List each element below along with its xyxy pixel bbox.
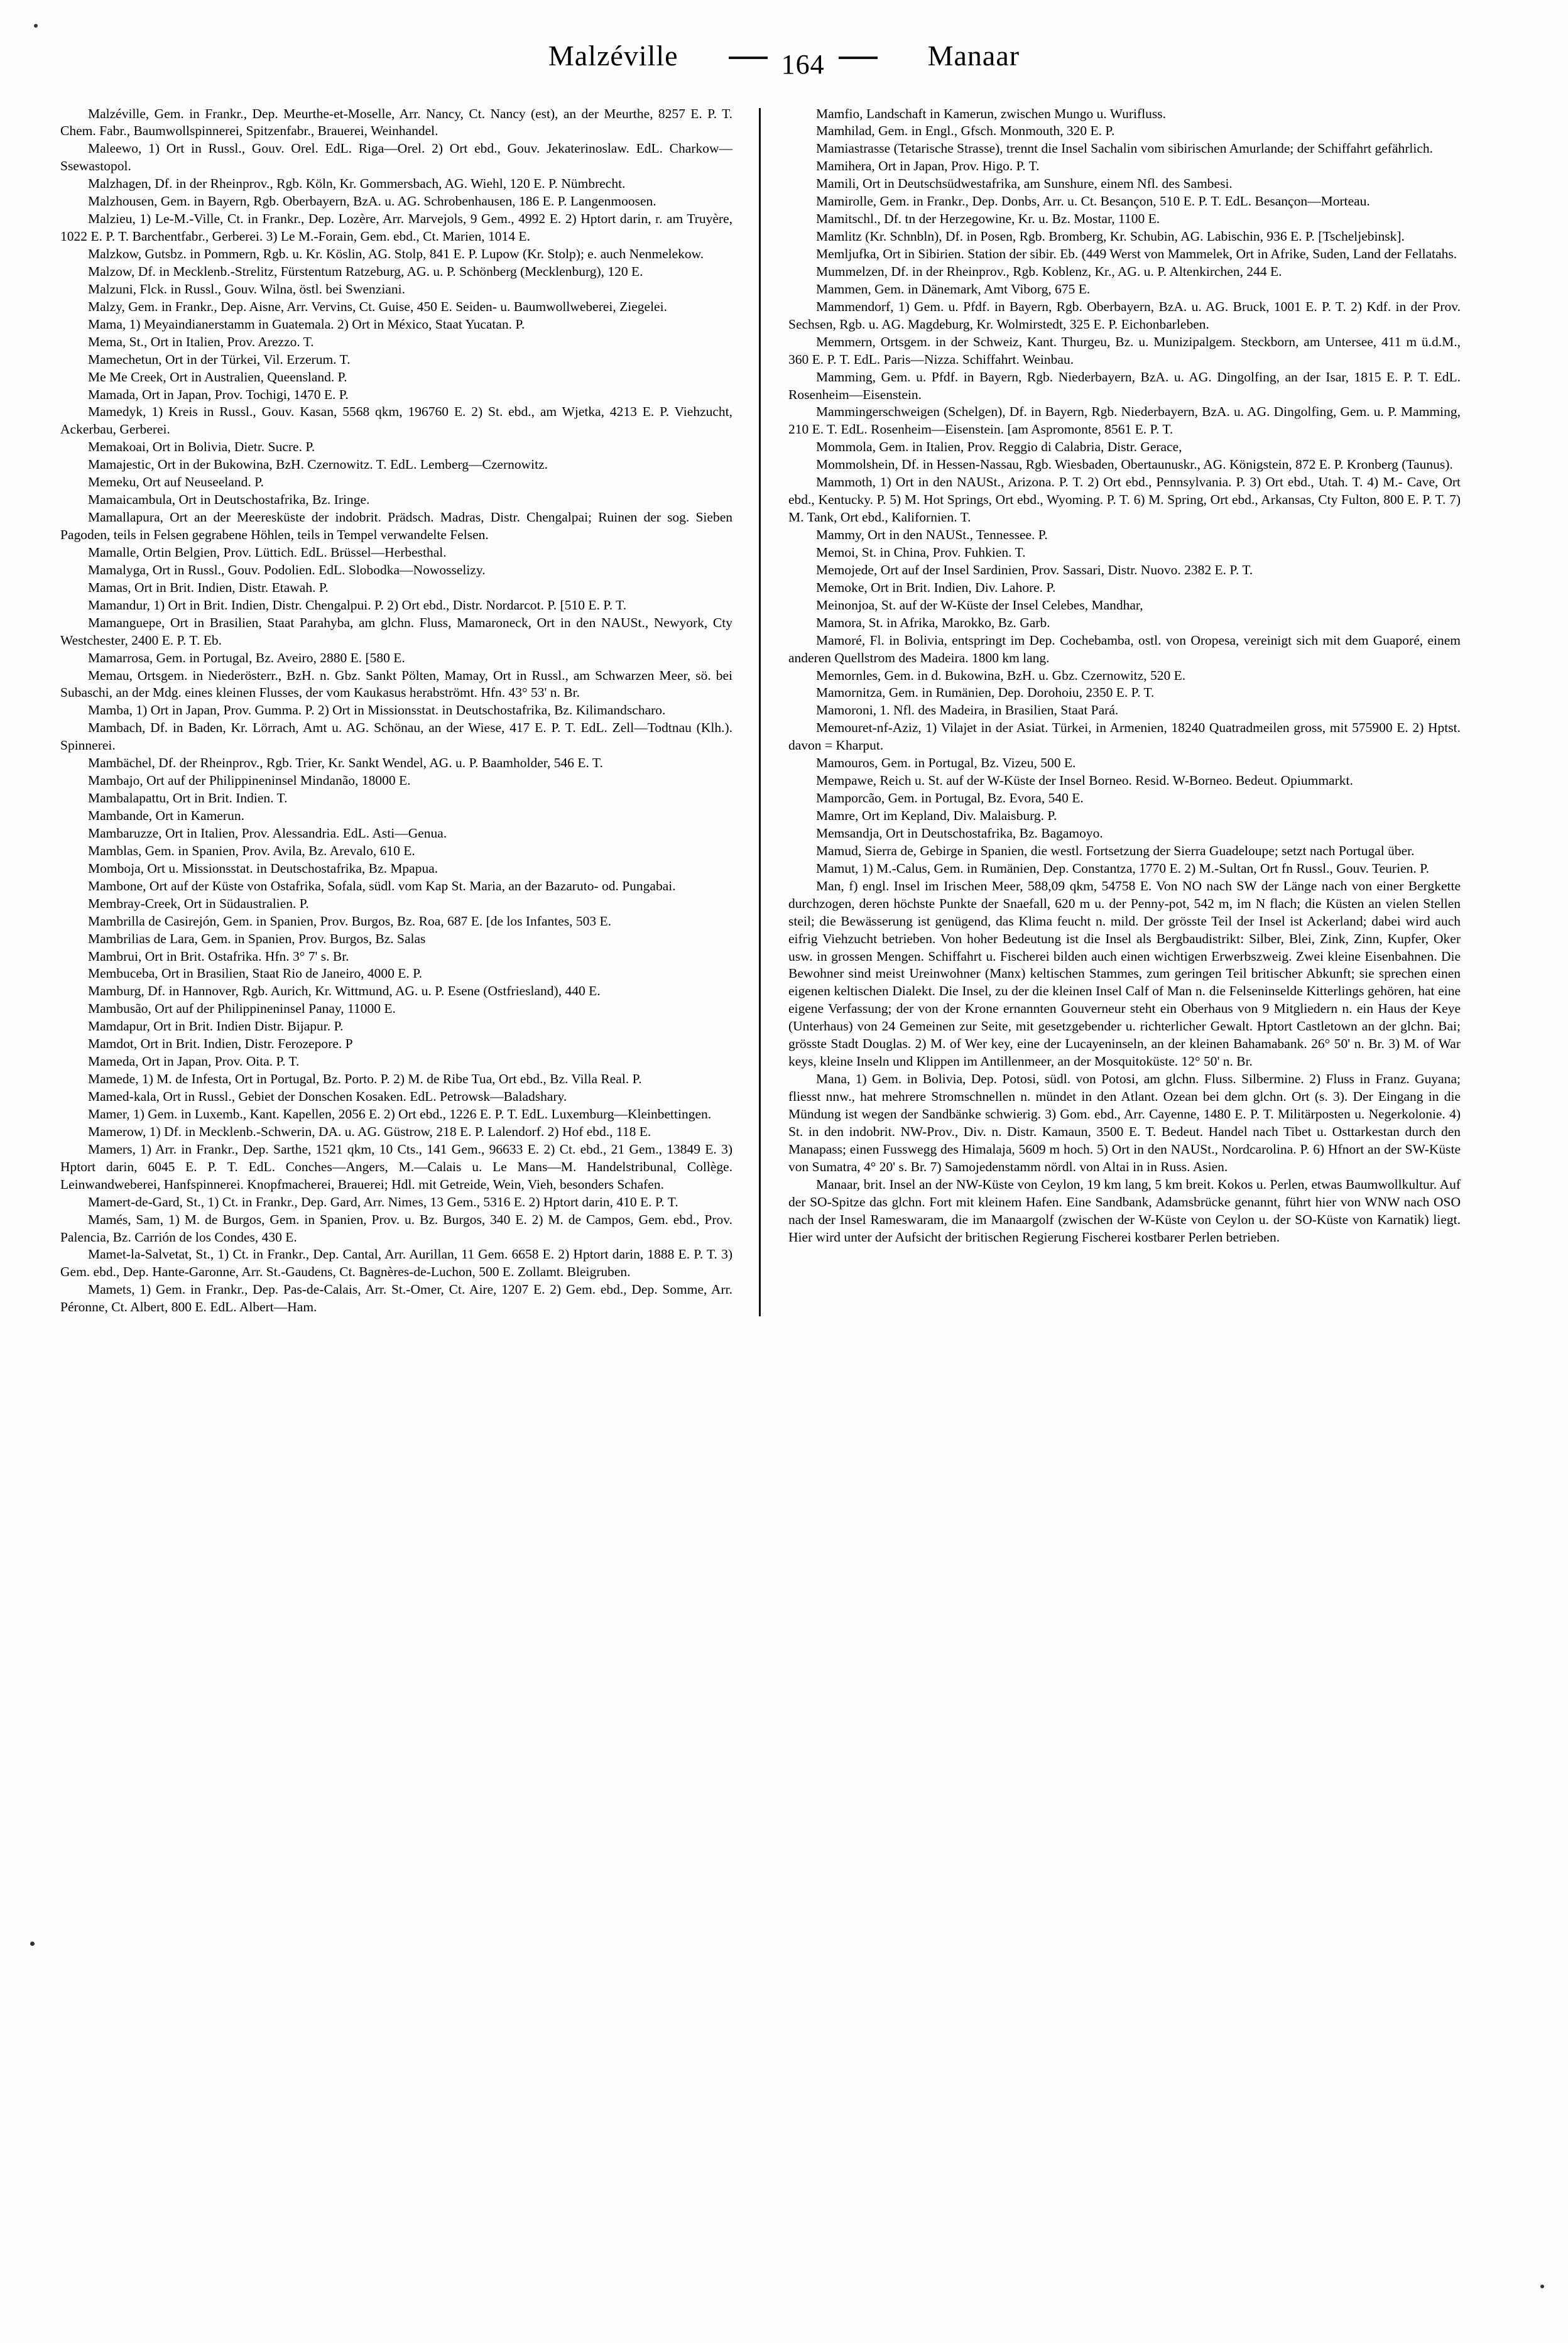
- dictionary-entry: Momboja, Ort u. Missionsstat. in Deutschostafrika, Bz. Mpapua.: [88, 860, 438, 876]
- dictionary-entry: Mamajestic, Ort in der Bukowina, BzH. Czernowitz. T. EdL. Lemberg—Czernowitz.: [88, 457, 548, 472]
- dictionary-entry: Malzéville, Gem. in Frankr., Dep. Meurthe-et-Moselle, Arr. Nancy, Ct. Nancy (est), an der Meurthe, 8257 E. P. T. Chem. Fabr., Baumwollspinnerei, Spitzenfabr., Brauerei, Weinhandel.: [60, 106, 732, 139]
- dictionary-entry: Mama, 1) Meyaindianerstamm in Guatemala. 2) Ort in México, Staat Yucatan. P.: [88, 316, 525, 332]
- dictionary-entry: Mammen, Gem. in Dänemark, Amt Viborg, 675 E.: [816, 281, 1091, 297]
- dictionary-entry: Mema, St., Ort in Italien, Prov. Arezzo. T.: [88, 334, 314, 349]
- dictionary-entry: Mamed-kala, Ort in Russl., Gebiet der Donschen Kosaken. EdL. Petrowsk—Baladshary.: [88, 1089, 567, 1104]
- dictionary-entry: Malzhagen, Df. in der Rheinprov., Rgb. Köln, Kr. Gommersbach, AG. Wiehl, 120 E. P. Nümbrecht.: [88, 176, 626, 192]
- dictionary-entry: Memakoai, Ort in Bolivia, Dietr. Sucre. P.: [88, 439, 315, 455]
- dictionary-entry: Mommolshein, Df. in Hessen-Nassau, Rgb. Wiesbaden, Obertaunuskr., AG. Königstein, 872 E. P. Kronberg (Taunus).: [816, 457, 1453, 472]
- dictionary-entry: Malzuni, Flck. in Russl., Gouv. Wilna, östl. bei Swenziani.: [88, 281, 405, 297]
- dictionary-entry: Memojede, Ort auf der Insel Sardinien, Prov. Sassari, Distr. Nuovo. 2382 E. P. T.: [816, 562, 1253, 577]
- dictionary-entry: Mammingerschweigen (Schelgen), Df. in Bayern, Rgb. Niederbayern, BzA. u. AG. Dingolfing, Gem. u. P. Mamming, 210 E. T. EdL. Rosenheim—Eisenstein. [am Aspromonte, 8561 E. P. T.: [788, 404, 1461, 437]
- dictionary-entry: Mamouros, Gem. in Portugal, Bz. Vizeu, 500 E.: [816, 755, 1076, 771]
- dictionary-entry: Mamas, Ort in Brit. Indien, Distr. Etawah. P.: [88, 579, 329, 595]
- dictionary-entry: Mammendorf, 1) Gem. u. Pfdf. in Bayern, Rgb. Oberbayern, BzA. u. AG. Bruck, 1001 E. P. T. 2) Kdf. in der Prov. Sechsen, Rgb. u. AG. Magdeburg, Kr. Wolmirstedt, 325 E. P. Eichonbarleben.: [788, 298, 1461, 332]
- right-column: [761, 106, 1461, 1317]
- dictionary-entry: Mambajo, Ort auf der Philippineninsel Mindanão, 18000 E.: [88, 773, 411, 789]
- dictionary-entry: Mamer, 1) Gem. in Luxemb., Kant. Kapellen, 2056 E. 2) Ort ebd., 1226 E. P. T. EdL. Luxemburg—Kleinbettingen.: [88, 1106, 712, 1122]
- dictionary-entry: Mamet-la-Salvetat, St., 1) Ct. in Frankr., Dep. Cantal, Arr. Aurillan, 11 Gem. 6658 E. 2) Hptort darin, 1888 E. P. T. 3) Gem. ebd., Dep. Hante-Garonne, Arr. St.-Gaudens, Ct. Bagnères-de-Luchon, 500 E. Zollamt. Bleigruben.: [60, 1247, 732, 1280]
- dictionary-entry: Mamarrosa, Gem. in Portugal, Bz. Aveiro, 2880 E. [580 E.: [88, 650, 405, 665]
- dictionary-entry: Mambusão, Ort auf der Philippineninsel Panay, 11000 E.: [88, 1001, 396, 1017]
- dictionary-entry: Mamerow, 1) Df. in Mecklenb.-Schwerin, DA. u. AG. Güstrow, 218 E. P. Lalendorf. 2) Hof ebd., 118 E.: [88, 1123, 651, 1139]
- dictionary-entry: Membuceba, Ort in Brasilien, Staat Rio de Janeiro, 4000 E. P.: [88, 966, 423, 981]
- dictionary-entry: Mamud, Sierra de, Gebirge in Spanien, die westl. Fortsetzung der Sierra Guadeloupe; setzt nach Portugal über.: [816, 843, 1415, 858]
- dictionary-entry: Mameda, Ort in Japan, Prov. Oita. P. T.: [88, 1054, 300, 1069]
- dictionary-entry: Mamhilad, Gem. in Engl., Gfsch. Monmouth, 320 E. P.: [816, 123, 1115, 139]
- dictionary-entry: Mamirolle, Gem. in Frankr., Dep. Donbs, Arr. u. Ct. Besançon, 510 E. P. T. EdL. Besançon—Morteau.: [816, 194, 1370, 209]
- dictionary-entry: Mamblas, Gem. in Spanien, Prov. Avila, Bz. Arevalo, 610 E.: [88, 843, 415, 858]
- dictionary-entry: Memmern, Ortsgem. in der Schweiz, Kant. Thurgeu, Bz. u. Munizipalgem. Steckborn, am Untersee, 411 m ü.d.M., 360 E. P. T. EdL. Paris—Nizza. Schiffahrt. Weinbau.: [788, 334, 1461, 367]
- dictionary-entry: Mammoth, 1) Ort in den NAUSt., Arizona. P. T. 2) Ort ebd., Pennsylvania. P. 3) Ort ebd., Utah. T. 4) M.- Cave, Ort ebd., Kentucky. P. 5) M. Hot Springs, Ort ebd., Wyoming. P. T. 6) M. Spring, Ort ebd., Arkansas, Cty Fulton, 800 E. P. T. 7) M. Tank, Ort ebd., Kalifornien. T.: [788, 474, 1461, 525]
- dictionary-entry: Mamili, Ort in Deutschsüdwestafrika, am Sunshure, einem Nfl. des Sambesi.: [816, 176, 1233, 192]
- dictionary-entry: Malzow, Df. in Mecklenb.-Strelitz, Fürstentum Ratzeburg, AG. u. P. Schönberg (Mecklenburg), 120 E.: [88, 263, 643, 279]
- dictionary-entry: Mamdapur, Ort in Brit. Indien Distr. Bijapur. P.: [88, 1019, 344, 1034]
- dictionary-entry: Mamechetun, Ort in der Türkei, Vil. Erzerum. T.: [88, 351, 351, 367]
- dictionary-entry: Mammy, Ort in den NAUSt., Tennessee. P.: [816, 527, 1048, 542]
- dictionary-entry: Mambächel, Df. der Rheinprov., Rgb. Trier, Kr. Sankt Wendel, AG. u. P. Baamholder, 546 E. T.: [88, 755, 603, 771]
- dictionary-entry: Mambrilla de Casirejón, Gem. in Spanien, Prov. Burgos, Bz. Roa, 687 E. [de los Infantes, 503 E.: [88, 913, 611, 929]
- dictionary-entry: Mamba, 1) Ort in Japan, Prov. Gumma. P. 2) Ort in Missionsstat. in Deutschostafrika, Bz. Kilimandscharo.: [88, 702, 666, 718]
- dictionary-entry: Mamandur, 1) Ort in Brit. Indien, Distr. Chengalpui. P. 2) Ort ebd., Distr. Nordarcot. P. [510 E. P. T.: [88, 597, 627, 613]
- folio-rule-right: [839, 57, 878, 59]
- dictionary-entry: Me Me Creek, Ort in Australien, Queensland. P.: [88, 369, 347, 385]
- dictionary-entry: Membray-Creek, Ort in Südaustralien. P.: [88, 895, 309, 911]
- dictionary-entry: Mambrui, Ort in Brit. Ostafrika. Hfn. 3° 7' s. Br.: [88, 948, 349, 964]
- dictionary-entry: Mamornitza, Gem. in Rumänien, Dep. Dorohoiu, 2350 E. P. T.: [816, 685, 1155, 701]
- page-header: [0, 0, 1568, 80]
- dictionary-entry: Maleewo, 1) Ort in Russl., Gouv. Orel. EdL. Riga—Orel. 2) Ort ebd., Gouv. Jekaterinoslaw. EdL. Charkow—Ssewastopol.: [60, 141, 732, 174]
- dictionary-entry: Mamiastrasse (Tetarische Strasse), trennt die Insel Sachalin vom sibirischen Amurlande; der Schiffahrt gefährlich.: [816, 141, 1434, 156]
- running-head-right: Manaar: [927, 40, 1020, 72]
- dictionary-entry: Mamporcão, Gem. in Portugal, Bz. Evora, 540 E.: [816, 790, 1084, 806]
- dictionary-entry: Mamitschl., Df. tn der Herzegowine, Kr. u. Bz. Mostar, 1100 E.: [816, 211, 1160, 227]
- dictionary-entry: Mamert-de-Gard, St., 1) Ct. in Frankr., Dep. Gard, Arr. Nimes, 13 Gem., 5316 E. 2) Hptort darin, 410 E. P. T.: [88, 1194, 678, 1210]
- dictionary-entry: Mamés, Sam, 1) M. de Burgos, Gem. in Spanien, Prov. u. Bz. Burgos, 340 E. 2) M. de Campos, Gem. ebd., Prov. Palencia, Bz. Carrión de los Condes, 430 E.: [60, 1211, 732, 1245]
- scan-speck: [34, 24, 38, 28]
- dictionary-entry: Mamihera, Ort in Japan, Prov. Higo. P. T.: [816, 158, 1040, 174]
- dictionary-entry: Mamming, Gem. u. Pfdf. in Bayern, Rgb. Niederbayern, BzA. u. AG. Dingolfing, an der Isar, 1815 E. P. T. EdL. Rosenheim—Eisenstein.: [788, 369, 1461, 402]
- dictionary-entry: Mamalle, Ortin Belgien, Prov. Lüttich. EdL. Brüssel—Herbesthal.: [88, 544, 447, 560]
- folio-group: [729, 48, 878, 80]
- scan-speck: [1540, 2285, 1544, 2288]
- dictionary-entry: Mambone, Ort auf der Küste von Ostafrika, Sofala, südl. vom Kap St. Maria, an der Bazaruto- od. Pungabai.: [88, 878, 676, 893]
- dictionary-entry: Mummelzen, Df. in der Rheinprov., Rgb. Koblenz, Kr., AG. u. P. Altenkirchen, 244 E.: [816, 263, 1282, 279]
- page-number: 164: [781, 48, 825, 80]
- dictionary-entry: Man, f) engl. Insel im Irischen Meer, 588,09 qkm, 54758 E. Von NO nach SW der Länge nach von einer Bergkette durchzogen, deren höchste Punkte der Snaefall, 620 m u. der Penny-pot, 542 m, im N flach; die Küsten an vielen Stellen steil; die Bewässerung ist genügend, das Klima feucht n. mild. Der grösste Teil der Insel ist Ackerland; dabei wird auch eifrig Viehzucht betrieben. Von hoher Bedeutung ist die Insel als Bergbaudistrikt: Silber, Blei, Zink, Zinn, Kupfer, Oker usw. in grossen Mengen. Schiffahrt u. Fischerei bilden auch einen wichtigen Erwerbszweig. Zwei kleine Eisenbahnen. Die Bewohner sind meist Ureinwohner (Manx) keltischen Stammes, zum geringen Teil britischer Abkunft; sie sprechen einen eigenen keltischen Dialekt. Die Insel, zu der die kleinen Insel Calf of Man n. die Felseninselde Kitterlings gehören, hat eine eigene Verfassung; der von der Krone ernannten Gouverneur steht ein Oberhaus von 9 Mitgliedern n. ein Haus der Keye (Unterhaus) von 24 Gemeinen zur Seite, mit gesetzgebender u. richterlicher Gewalt. Hptort Castletown an der glchn. Bai; grösste Stadt Douglas. 2) M. of Wer key, eine der Lucayeninseln, an der kleinen Bahamabank. 26° 50' n. Br. 3) M. of War keys, kleine Inseln und Klippen im Antillenmeer, an der Mosquitoküste. 12° 50' n. Br.: [788, 878, 1461, 1069]
- dictionary-entry: Manaar, brit. Insel an der NW-Küste von Ceylon, 19 km lang, 5 km breit. Kokos u. Perlen, etwas Baumwollkultur. Auf der SO-Spitze das glchn. Fort mit kleinem Hafen. Eine Sandbank, Adamsbrücke genannt, führt hier von WNW nach OSO nach der Insel Rameswaram, die im Manaargolf (zwischen der W-Küste von Ceylon u. der SO-Küste von Karnatik) liegt. Hier wird unter der Aufsicht der britischen Regierung Fischerei kostbarer Perlen betrieben.: [788, 1176, 1461, 1245]
- dictionary-entry: Mamut, 1) M.-Calus, Gem. in Rumänien, Dep. Constantza, 1770 E. 2) M.-Sultan, Ort fn Russl., Gouv. Teurien. P.: [816, 860, 1430, 876]
- dictionary-entry: Mamaicambula, Ort in Deutschostafrika, Bz. Iringe.: [88, 492, 370, 508]
- dictionary-entry: Memornles, Gem. in d. Bukowina, BzH. u. Gbz. Czernowitz, 520 E.: [816, 667, 1186, 683]
- dictionary-entry: Malzhousen, Gem. in Bayern, Rgb. Oberbayern, BzA. u. AG. Schrobenhausen, 186 E. P. Langenmoosen.: [88, 194, 656, 209]
- dictionary-entry: Mamets, 1) Gem. in Frankr., Dep. Pas-de-Calais, Arr. St.-Omer, Ct. Aire, 1207 E. 2) Gem. ebd., Dep. Somme, Arr. Péronne, Ct. Albert, 800 E. EdL. Albert—Ham.: [60, 1282, 732, 1315]
- dictionary-entry: Mamede, 1) M. de Infesta, Ort in Portugal, Bz. Porto. P. 2) M. de Ribe Tua, Ort ebd., Bz. Villa Real. P.: [88, 1071, 642, 1087]
- dictionary-entry: Malzy, Gem. in Frankr., Dep. Aisne, Arr. Vervins, Ct. Guise, 450 E. Seiden- u. Baumwollweberei, Ziegelei.: [88, 298, 667, 314]
- scan-speck: [30, 1942, 35, 1946]
- dictionary-entry: Memsandja, Ort in Deutschostafrika, Bz. Bagamoyo.: [816, 825, 1103, 841]
- dictionary-entry: Memoke, Ort in Brit. Indien, Div. Lahore. P.: [816, 579, 1056, 595]
- dictionary-entry: Mamlitz (Kr. Schnbln), Df. in Posen, Rgb. Bromberg, Kr. Schubin, AG. Labischin, 936 E. P. [Tscheljebinsk].: [816, 229, 1405, 244]
- dictionary-entry: Malzkow, Gutsbz. in Pommern, Rgb. u. Kr. Köslin, AG. Stolp, 841 E. P. Lupow (Kr. Stolp); e. auch Nenmelekow.: [88, 246, 704, 261]
- dictionary-entry: Malzieu, 1) Le-M.-Ville, Ct. in Frankr., Dep. Lozère, Arr. Marvejols, 9 Gem., 4992 E. 2) Hptort darin, r. am Truyère, 1022 E. P. T. Barchentfabr., Gerberei. 3) Le M.-Forain, Gem. ebd., Ct. Marien, 1014 E.: [60, 211, 732, 244]
- two-column-body: [60, 106, 1508, 1317]
- dictionary-entry: Mamoroni, 1. Nfl. des Madeira, in Brasilien, Staat Pará.: [816, 702, 1119, 718]
- dictionary-entry: Mamalyga, Ort in Russl., Gouv. Podolien. EdL. Slobodka—Nowosselizy.: [88, 562, 486, 577]
- dictionary-entry: Mamers, 1) Arr. in Frankr., Dep. Sarthe, 1521 qkm, 10 Cts., 141 Gem., 96633 E. 2) Ct. ebd., 21 Gem., 13849 E. 3) Hptort darin, 6045 E. P. T. EdL. Conches—Angers, M.—Calais u. Le Mans—M. Handelstribunal, Collège. Leinwandweberei, Hanfspinnerei. Knopfmacherei, Brauerei; Hdl. mit Getreide, Wein, Vieh, besonders Schafen.: [60, 1141, 732, 1192]
- dictionary-entry: Mamburg, Df. in Hannover, Rgb. Aurich, Kr. Wittmund, AG. u. P. Esene (Ostfriesland), 440 E.: [88, 983, 601, 999]
- dictionary-entry: Memouret-nf-Aziz, 1) Vilajet in der Asiat. Türkei, in Armenien, 18240 Quatradmeilen gross, mit 575900 E. 2) Hptst. davon = Kharput.: [788, 720, 1461, 753]
- dictionary-entry: Mamanguepe, Ort in Brasilien, Staat Parahyba, am glchn. Fluss, Mamaroneck, Ort in den NAUSt., Newyork, Cty Westchester, 2400 E. P. T. Eb.: [60, 614, 732, 648]
- dictionary-entry: Mana, 1) Gem. in Bolivia, Dep. Potosi, südl. von Potosi, am glchn. Fluss. Silbermine. 2) Fluss in Franz. Guyana; fliesst nnw., hat mehrere Stromschnellen n. mündet in den Atlant. Ozean bei dem glchn. Ort (s. 3). Der Eingang in die Mündung ist wegen der Sandbänke schwierig. 3) Gom. ebd., Arr. Cayenne, 1480 E. P. T. Militärposten u. Negerkolonie. 4) St. in den indobrit. NW-Prov., Div. n. Distr. Kamaun, 3500 E. T. Bedeut. Handel nach Tibet u. Osttarkestan durch den Manapass; einen Fusswegg des Himalaja, 5609 m hoch. 5) Ort in den NAUSt., Nordcarolina. P. 6) Hfnort an der SW-Küste von Sumatra, 4° 20' s. Br. 7) Samojedenstamm nördl. von Altai in in Russ. Asien.: [788, 1071, 1461, 1174]
- dictionary-entry: Mamedyk, 1) Kreis in Russl., Gouv. Kasan, 5568 qkm, 196760 E. 2) St. ebd., am Wjetka, 4213 E. P. Viehzucht, Ackerbau, Gerberei.: [60, 404, 732, 437]
- dictionary-entry: Mamora, St. in Afrika, Marokko, Bz. Garb.: [816, 614, 1050, 630]
- dictionary-entry: Memoi, St. in China, Prov. Fuhkien. T.: [816, 544, 1026, 560]
- dictionary-entry: Memau, Ortsgem. in Niederösterr., BzH. n. Gbz. Sankt Pölten, Mamay, Ort in Russl., am Schwarzen Meer, sö. bei Subaschi, an der Mdg. eines kleinen Flusses, der vom Kaukasus herabströmt. Hfn. 43° 53' n. Br.: [60, 667, 732, 701]
- running-head-left: Malzéville: [548, 40, 678, 72]
- dictionary-entry: Mambaruzze, Ort in Italien, Prov. Alessandria. EdL. Asti—Genua.: [88, 825, 447, 841]
- folio-rule-left: [729, 57, 768, 59]
- dictionary-entry: Memeku, Ort auf Neuseeland. P.: [88, 474, 264, 490]
- dictionary-entry: Mamada, Ort in Japan, Prov. Tochigi, 1470 E. P.: [88, 386, 349, 402]
- dictionary-entry: Mambande, Ort in Kamerun.: [88, 808, 244, 823]
- dictionary-entry: Memljufka, Ort in Sibirien. Station der sibir. Eb. (449 Werst von Mammelek, Ort in Afrike, Suden, Land der Fellatahs.: [816, 246, 1457, 261]
- dictionary-entry: Mambalapattu, Ort in Brit. Indien. T.: [88, 790, 288, 806]
- dictionary-entry: Mamdot, Ort in Brit. Indien, Distr. Ferozepore. P: [88, 1036, 353, 1052]
- dictionary-entry: Meinonjoa, St. auf der W-Küste der Insel Celebes, Mandhar,: [816, 597, 1143, 613]
- dictionary-entry: Mamallapura, Ort an der Meeresküste der indobrit. Prädsch. Madras, Distr. Chengalpai; Ruinen der sog. Sieben Pagoden, teils in Felsen gegrabene Höhlen, teils in Tempel verwandelte Felsen.: [60, 510, 732, 542]
- left-column: [60, 106, 759, 1317]
- dictionary-entry: Mommola, Gem. in Italien, Prov. Reggio di Calabria, Distr. Gerace,: [816, 439, 1182, 455]
- dictionary-entry: Mempawe, Reich u. St. auf der W-Küste der Insel Borneo. Resid. W-Borneo. Bedeut. Opiummarkt.: [816, 773, 1353, 789]
- dictionary-entry: Mambrilias de Lara, Gem. in Spanien, Prov. Burgos, Bz. Salas: [88, 931, 426, 946]
- dictionary-entry: Mamfio, Landschaft in Kamerun, zwischen Mungo u. Wurifluss.: [816, 106, 1167, 121]
- dictionary-entry: Mamoré, Fl. in Bolivia, entspringt im Dep. Cochebamba, ostl. von Oropesa, vereinigt sich mit dem Guaporé, einem anderen Quellstrom des Madeira. 1800 km lang.: [788, 632, 1461, 665]
- dictionary-entry: Mambach, Df. in Baden, Kr. Lörrach, Amt u. AG. Schönau, an der Wiese, 417 E. P. T. EdL. Zell—Todtnau (Klh.). Spinnerei.: [60, 720, 732, 753]
- dictionary-entry: Mamre, Ort im Kepland, Div. Malaisburg. P.: [816, 808, 1057, 823]
